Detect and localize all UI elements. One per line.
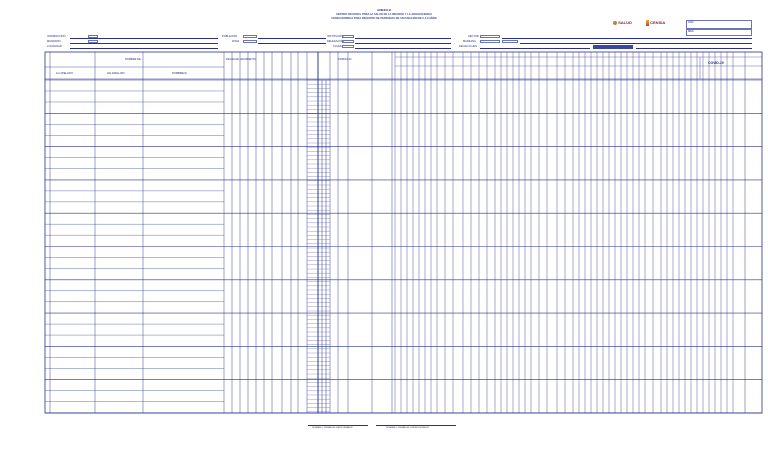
signature-line-1[interactable] (308, 425, 368, 426)
field-jurisdiccion-label: JURISDICCIÓN (47, 35, 66, 38)
signature-label-1: NOMBRE Y FIRMA DEL RESPONSABLE (312, 427, 353, 429)
signature-label-2: NOMBRE Y FIRMA DEL ENTREVISTADOR (386, 427, 429, 429)
field-delegacion-label: DELEGACIÓN (327, 40, 345, 43)
field-poblacion-label: POBLACIÓN (222, 35, 238, 38)
field-manzana-label: MANZANA (463, 40, 476, 43)
header-surname1: 1er APELLIDO (56, 72, 74, 75)
field-institucion-label: INSTITUCIÓN (327, 35, 344, 38)
form-subtitle-2: CENSO NOMINAL PARA REGISTRO DE PERSONAS DE VACUNACIÓN DE 5 A 9 AÑOS (331, 17, 437, 20)
month-label: MES (688, 30, 694, 33)
header-names: NOMBRE(S) (172, 72, 187, 75)
censia-logo-text: CENSIA (650, 20, 666, 26)
field-clues-label: CLUES (333, 45, 342, 48)
field-fecha-clues-label: FECHA CLUES (459, 45, 478, 48)
table-outer-border (45, 52, 762, 413)
year-label: AÑO (688, 21, 694, 24)
header-group-name: NOMBRE DE (125, 58, 141, 61)
salud-logo-text: SALUD (618, 20, 632, 25)
header-birthdate: FECHA DE NACIMIENTO (226, 58, 256, 61)
form-subtitle-1: CENTRO NACIONAL PARA LA SALUD DE LA INFANCIA Y LA ADOLESCENCIA (336, 13, 432, 16)
field-localidad-label: LOCALIDAD (47, 45, 62, 48)
signature-line-2[interactable] (376, 425, 456, 426)
header-covid: COVID-19 (708, 61, 724, 65)
field-zona-label: ZONA (232, 40, 240, 43)
header-surname2: 2do APELLIDO (107, 72, 125, 75)
field-municipio-label: MUNICIPIO (47, 40, 61, 43)
header-address: DOMICILIO (338, 58, 352, 61)
field-sector-label: SECTOR (468, 35, 479, 38)
form-title: ANEXO B (377, 8, 391, 12)
